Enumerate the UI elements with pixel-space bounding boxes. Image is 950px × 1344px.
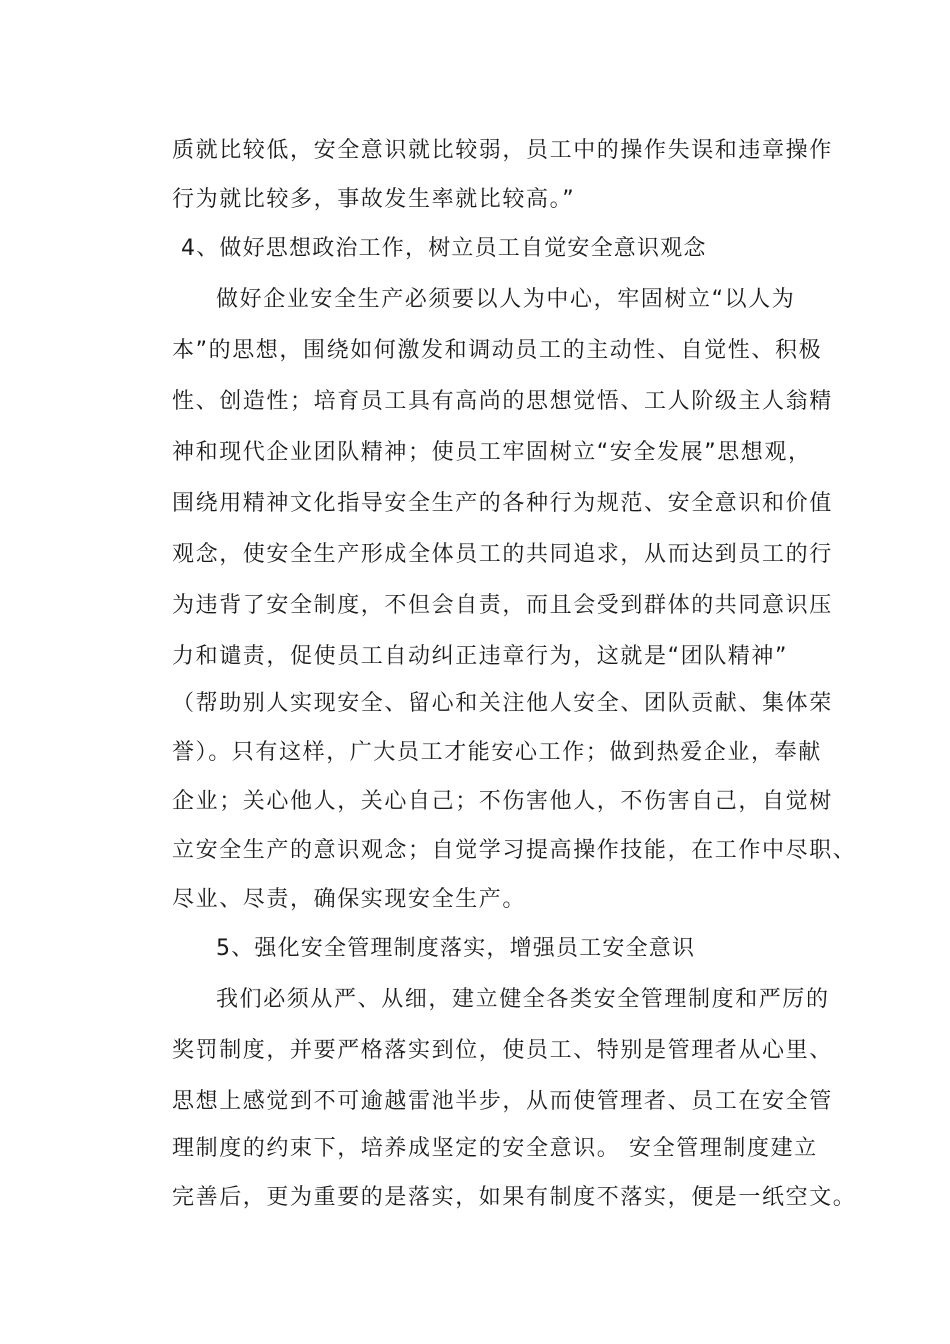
text-line: 奖罚制度，并要严格落实到位，使员工、特别是管理者从心里、 — [172, 1038, 833, 1063]
text-line: 性、创造性；培育员工具有高尚的思想觉悟、工人阶级主人翁精 — [172, 389, 833, 414]
text-line: 行为就比较多，事故发生率就比较高。” — [172, 187, 576, 212]
text-line: 观念，使安全生产形成全体员工的共同追求，从而达到员工的行 — [172, 542, 833, 567]
section-heading-4: 4、做好思想政治工作，树立员工自觉安全意识观念 — [181, 236, 707, 261]
text-line: 企业；关心他人，关心自己；不伤害他人，不伤害自己，自觉树 — [172, 789, 833, 814]
text-line: 誉）。只有这样，广大员工才能安心工作；做到热爱企业，奉献 — [172, 740, 822, 765]
text-line: 神和现代企业团队精神；使员工牢固树立“安全发展”思想观， — [172, 440, 812, 465]
text-line: 做好企业安全生产必须要以人为中心，牢固树立“以人为 — [216, 287, 796, 312]
text-line: 我们必须从严、从细，建立健全各类安全管理制度和严厉的 — [216, 987, 830, 1012]
text-line: 质就比较低，安全意识就比较弱，员工中的操作失误和违章操作 — [172, 138, 833, 163]
text-line: 尽业、尽责，确保实现安全生产。 — [172, 887, 527, 912]
text-line: 力和谴责，促使员工自动纠正违章行为，这就是“团队精神” — [172, 644, 788, 669]
text-line: 为违背了安全制度，不但会自责，而且会受到群体的共同意识压 — [172, 593, 833, 618]
section-heading-5: 5、强化安全管理制度落实，增强员工安全意识 — [216, 936, 696, 961]
text-line: 本”的思想，围绕如何激发和调动员工的主动性、自觉性、积极 — [172, 338, 823, 363]
text-line: 完善后，更为重要的是落实，如果有制度不落实，便是一纸空文。 — [172, 1185, 857, 1210]
text-line: （帮助别人实现安全、留心和关注他人安全、团队贡献、集体荣 — [172, 691, 833, 716]
text-line: 立安全生产的意识观念；自觉学习提高操作技能，在工作中尽职、 — [172, 838, 857, 863]
text-line: 围绕用精神文化指导安全生产的各种行为规范、安全意识和价值 — [172, 491, 833, 516]
text-line: 思想上感觉到不可逾越雷池半步，从而使管理者、员工在安全管 — [172, 1089, 833, 1114]
text-line: 理制度的约束下，培养成坚定的安全意识。 安全管理制度建立 — [172, 1136, 818, 1161]
